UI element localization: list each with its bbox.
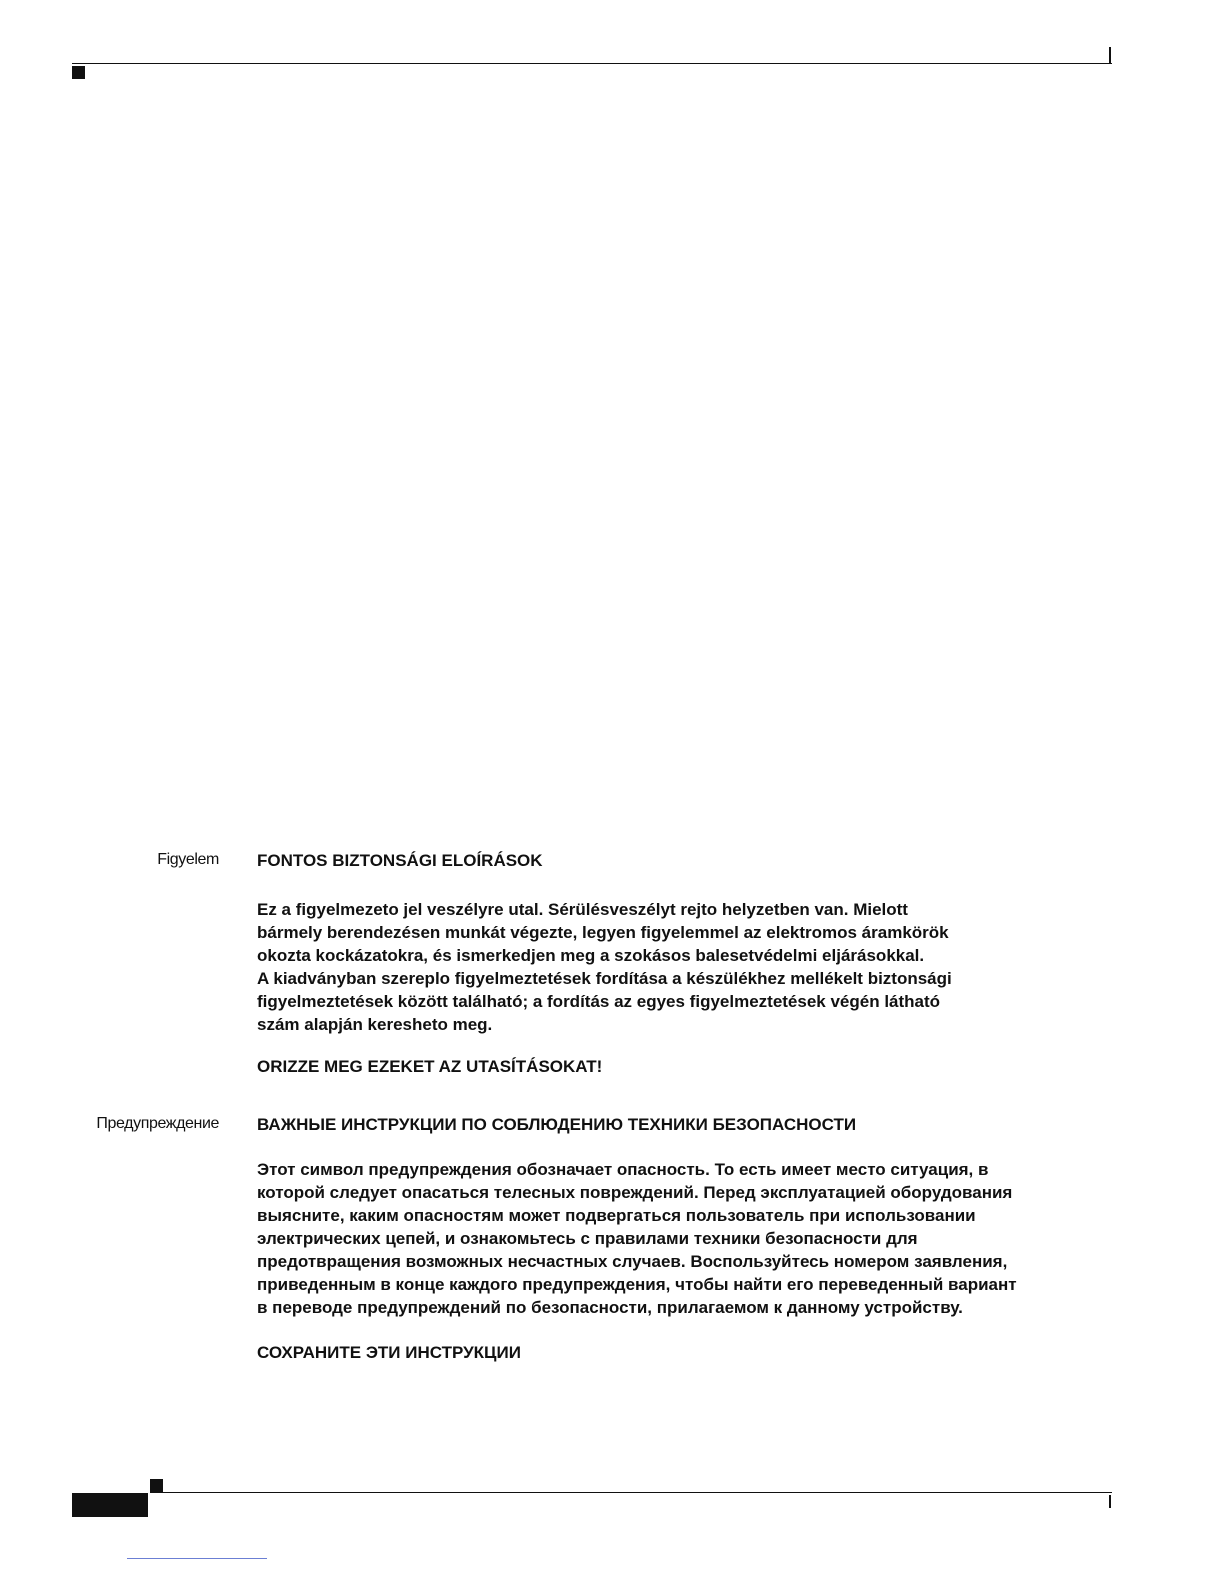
paragraph-line: szám alapján keresheto meg. xyxy=(257,1015,493,1034)
paragraph-line: Ez a figyelmezeto jel veszélyre utal. Sérülésveszélyt rejto helyzetben van. Mielott xyxy=(257,900,908,919)
footer-link-underline[interactable] xyxy=(127,1558,267,1559)
warning-heading: ВАЖНЫЕ ИНСТРУКЦИИ ПО СОБЛЮДЕНИЮ ТЕХНИКИ БЕЗОПАСНОСТИ xyxy=(257,1115,857,1134)
paragraph-line: выясните, каким опасностям может подвергаться пользователь при использовании xyxy=(257,1206,976,1225)
footer-marker-square xyxy=(150,1479,163,1492)
paragraph-line: okozta kockázatokra, és ismerkedjen meg a szokásos balesetvédelmi eljárásokkal. xyxy=(257,946,925,965)
warning-heading: FONTOS BIZTONSÁGI ELOÍRÁSOK xyxy=(257,851,543,870)
paragraph-line: A kiadványban szereplo figyelmeztetések fordítása a készülékhez mellékelt biztonsági xyxy=(257,969,952,988)
warning-label: Предупреждение xyxy=(96,1115,219,1132)
save-instructions: СОХРАНИТЕ ЭТИ ИНСТРУКЦИИ xyxy=(257,1343,521,1362)
paragraph-line: Этот символ предупреждения обозначает опасность. То есть имеет место ситуация, в xyxy=(257,1160,989,1179)
paragraph-line: приведенным в конце каждого предупреждения, чтобы найти его переведенный вариант xyxy=(257,1275,1017,1294)
header-rule xyxy=(72,63,1112,64)
warning-paragraph xyxy=(257,1158,1117,1319)
footer-tick xyxy=(1109,1495,1111,1508)
footer-rule xyxy=(150,1492,1112,1493)
header-tick xyxy=(1109,47,1111,64)
warning-content xyxy=(257,850,1117,1078)
paragraph-line: электрических цепей, и ознакомьтесь с правилами техники безопасности для xyxy=(257,1229,918,1248)
save-instructions: ORIZZE MEG EZEKET AZ UTASÍTÁSOKAT! xyxy=(257,1057,603,1076)
paragraph-line: предотвращения возможных несчастных случаев. Воспользуйтесь номером заявления, xyxy=(257,1252,1008,1271)
header-marker-square xyxy=(72,66,85,79)
footer-page-block xyxy=(72,1493,148,1517)
paragraph-line: в переводе предупреждений по безопасности, прилагаемом к данному устройству. xyxy=(257,1298,963,1317)
paragraph-line: bármely berendezésen munkát végezte, legyen figyelemmel az elektromos áramkörök xyxy=(257,923,949,942)
warning-paragraph xyxy=(257,898,1117,1036)
warning-content xyxy=(257,1114,1117,1364)
paragraph-line: которой следует опасаться телесных повреждений. Перед эксплуатацией оборудования xyxy=(257,1183,1013,1202)
warning-label: Figyelem xyxy=(157,851,219,868)
paragraph-line: figyelmeztetések között található; a fordítás az egyes figyelmeztetések végén látható xyxy=(257,992,941,1011)
